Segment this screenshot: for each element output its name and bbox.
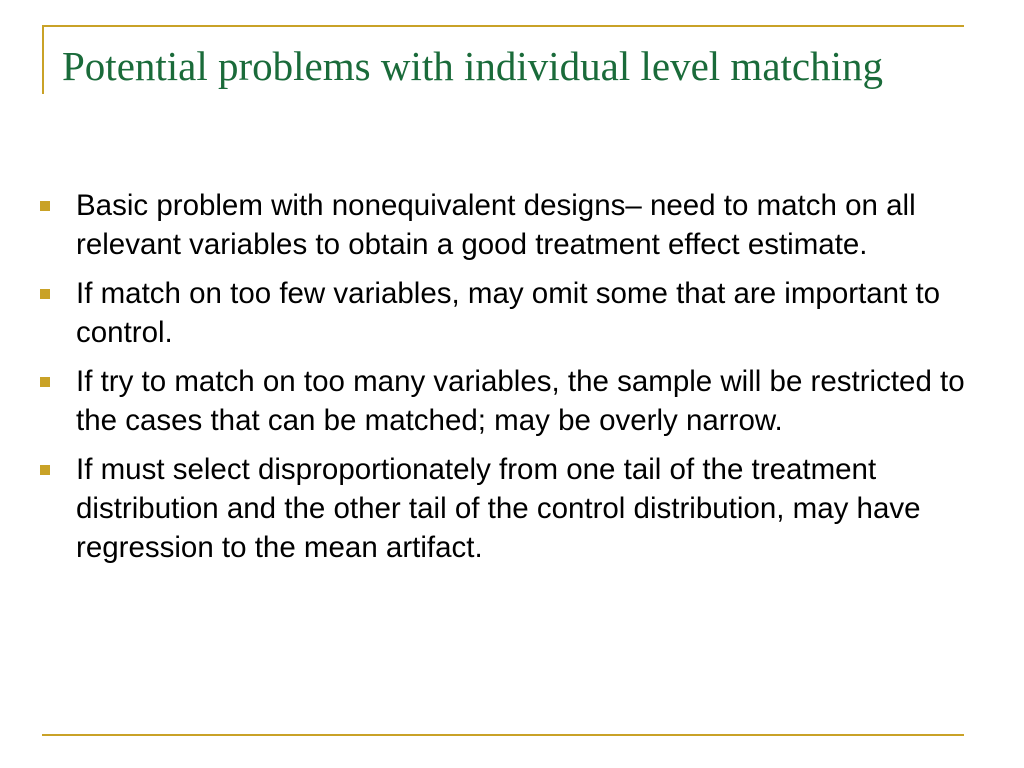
bullet-list: [36, 186, 996, 577]
bullet-item: [36, 362, 996, 440]
frame-bottom-line: [42, 734, 964, 736]
square-bullet-icon: [40, 465, 50, 475]
bullet-item: [36, 274, 996, 352]
frame-left-line: [42, 25, 44, 94]
frame-top-line: [42, 25, 964, 27]
slide-title: Potential problems with individual level matching: [62, 43, 884, 89]
bullet-text: If must select disproportionately from one tail of the treatment distribution and the other tail of the control distribution, may have regression to the mean artifact.: [76, 453, 921, 564]
bullet-text: If try to match on too many variables, the sample will be restricted to the cases that can be matched; may be overly narrow.: [76, 365, 965, 437]
square-bullet-icon: [40, 201, 50, 211]
square-bullet-icon: [40, 289, 50, 299]
bullet-text: If match on too few variables, may omit some that are important to control.: [76, 277, 941, 349]
square-bullet-icon: [40, 377, 50, 387]
bullet-item: [36, 450, 996, 567]
bullet-text: Basic problem with nonequivalent designs– need to match on all relevant variables to obtain a good treatment effect estimate.: [76, 189, 916, 261]
bullet-item: [36, 186, 996, 264]
